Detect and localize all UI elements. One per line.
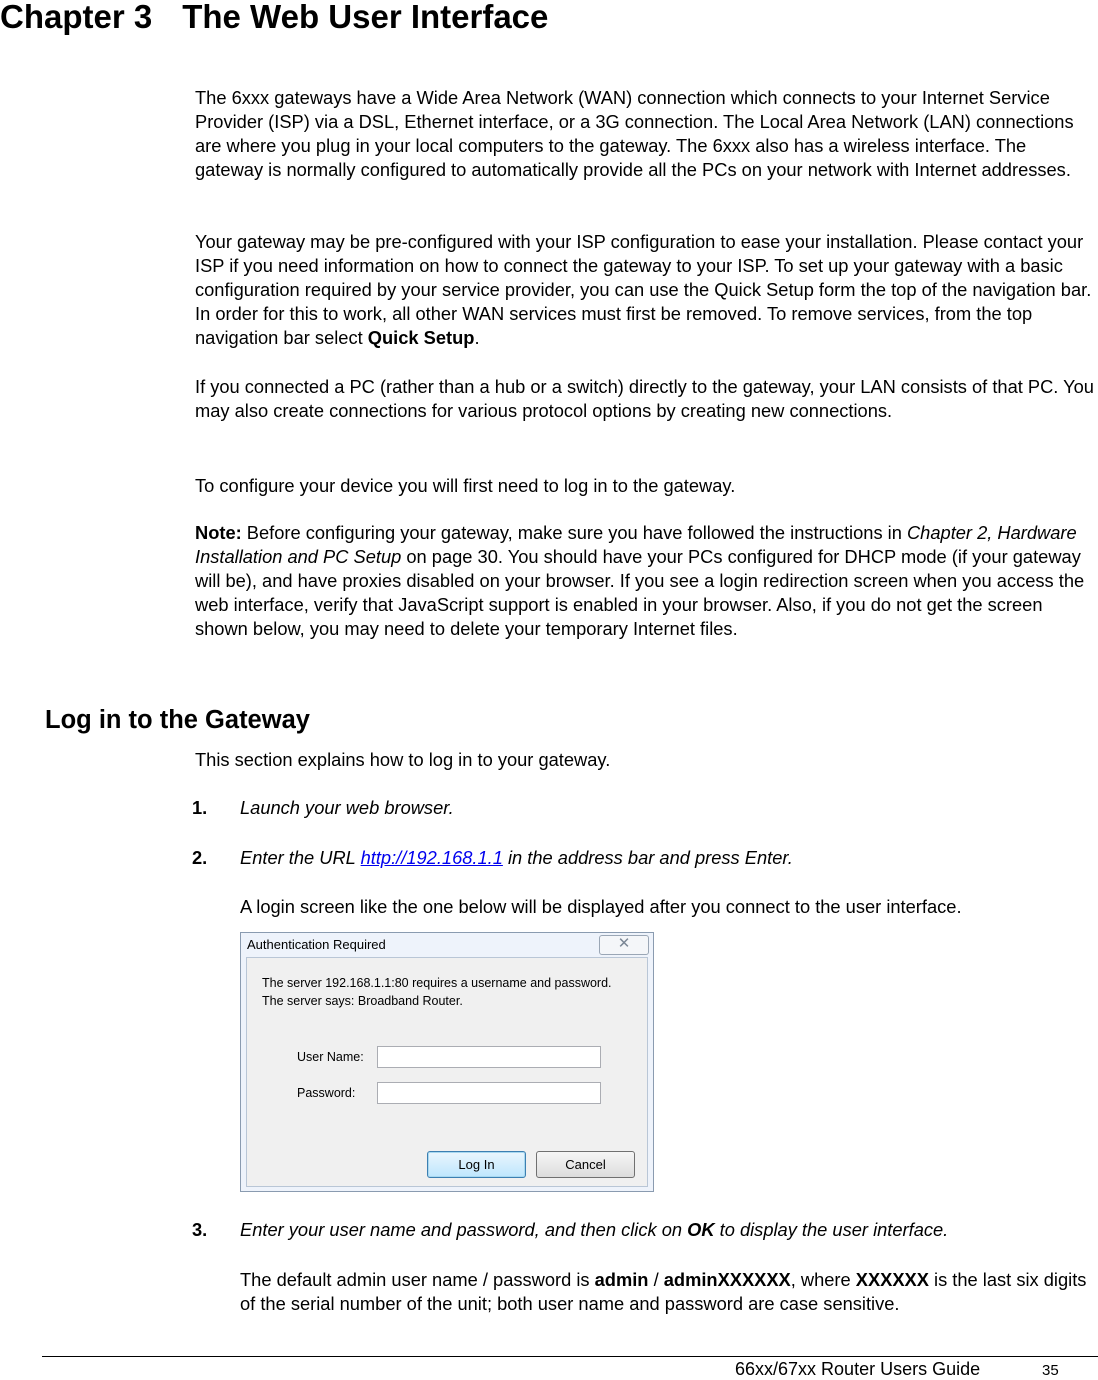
intro-paragraph-wan-lan: The 6xxx gateways have a Wide Area Network (WAN) connection which connects to your Internet Service Provider (ISP) via a DSL, Ethernet interface, or a 3G connection. The Local Area Network (LAN) connections are where you plug in your local computers to the gateway. The 6xxx also has a wireless interface. The gateway is normally configured to automatically provide all the PCs on your network with Internet addresses. [195, 87, 1074, 180]
step-3-pre: Enter your user name and password, and then click on [240, 1219, 688, 1240]
note-label: Note: [195, 522, 242, 543]
step-2-number: 2. [192, 847, 208, 868]
note-chapter-reference: Chapter 2, Hardware Installation and PC Setup [195, 522, 1077, 567]
intro-paragraph-pc: If you connected a PC (rather than a hub or a switch) directly to the gateway, your LAN consists of that PC. You may also create connections for various protocol options by creating new connections. [195, 376, 1094, 421]
close-icon[interactable]: ✕ [599, 935, 649, 955]
password-label: Password: [297, 1086, 356, 1100]
intro-paragraph-configure: To configure your device you will first need to log in to the gateway. [195, 475, 736, 496]
gateway-url-link[interactable]: http://192.168.1.1 [360, 847, 503, 868]
page-number: 35 [1042, 1362, 1059, 1379]
quick-setup-term: Quick Setup [367, 327, 475, 348]
step-3-post: to display the user interface. [714, 1219, 949, 1240]
preconfig-paragraph [195, 230, 1095, 350]
cred-text-3: is the last six digits of the serial number of the unit; both user name and password are case sensitive. [240, 1269, 1087, 1314]
credentials-paragraph [240, 1268, 1095, 1316]
username-label: User Name: [297, 1050, 364, 1064]
dialog-message-line-2: The server says: Broadband Router. [262, 994, 463, 1008]
footer-rule [42, 1356, 1098, 1357]
default-password: adminXXXXXX [663, 1269, 791, 1290]
note-text-1: Before configuring your gateway, make sure you have followed the instructions in [241, 522, 907, 543]
step-1-text: Launch your web browser. [240, 797, 454, 818]
step-2-post: in the address bar and press Enter. [502, 847, 793, 868]
cred-text-2: , where [790, 1269, 856, 1290]
auth-dialog [240, 932, 654, 1192]
step-2-pre: Enter the URL [240, 847, 361, 868]
dialog-title: Authentication Required [247, 937, 386, 952]
cred-text-1: The default admin user name / password is [240, 1269, 595, 1290]
step-3-number: 3. [192, 1219, 208, 1240]
log-in-button[interactable]: Log In [427, 1151, 526, 1178]
default-username: admin [594, 1269, 649, 1290]
username-input[interactable] [377, 1046, 601, 1068]
cancel-button[interactable]: Cancel [536, 1151, 635, 1178]
chapter-title: The Web User Interface [182, 0, 549, 35]
password-input[interactable] [377, 1082, 601, 1104]
note-text-2: on page 30. You should have your PCs configured for DHCP mode (if your gateway will be), and have proxies disabled on your browser. If you see a login redirection screen when you access the web interface, verify that JavaScript support is enabled in your browser. Also, if you do not get the screen shown below, you may need to delete your temporary Internet files. [195, 546, 1085, 639]
note-paragraph [195, 521, 1095, 641]
preconfig-text: Your gateway may be pre-configured with your ISP configuration to ease your installation. Please contact your ISP if you need information on how to connect the gateway to your ISP. To set up your gateway with a basic configuration required by your service provider, you can use the Quick Setup form the top of the navigation bar. In order for this to work, all other WAN services must first be removed. To remove services, from the top navigation bar select [195, 231, 1092, 348]
step-2-body: A login screen like the one below will be displayed after you connect to the user interface. [240, 896, 962, 917]
chapter-number: Chapter 3 [0, 0, 153, 35]
step-3-ok: OK [687, 1219, 715, 1240]
section-title: Log in to the Gateway [45, 706, 310, 734]
step-2-text [240, 846, 1095, 870]
section-intro: This section explains how to log in to your gateway. [195, 749, 611, 770]
dialog-body [246, 957, 648, 1187]
step-1-number: 1. [192, 797, 208, 818]
preconfig-end: . [474, 327, 480, 348]
footer-guide-title: 66xx/67xx Router Users Guide [735, 1359, 981, 1379]
step-3-text [240, 1218, 1095, 1242]
cred-sep: / [648, 1269, 664, 1290]
serial-placeholder: XXXXXX [855, 1269, 929, 1290]
chapter-heading [0, 0, 548, 34]
dialog-message-line-1: The server 192.168.1.1:80 requires a username and password. [262, 976, 612, 990]
